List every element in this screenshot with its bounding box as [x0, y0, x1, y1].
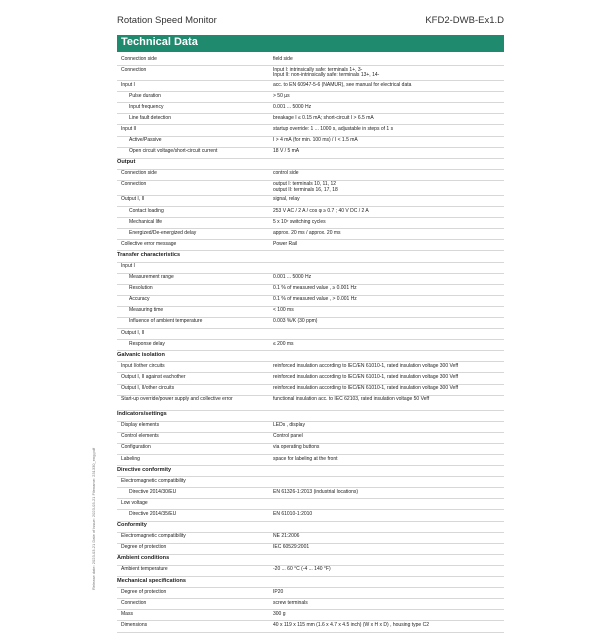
- spec-row: [117, 588, 504, 599]
- spec-label: Control elements: [121, 433, 159, 440]
- spec-label: Configuration: [121, 444, 151, 451]
- spec-row: [117, 263, 504, 274]
- spec-label: Directive 2014/35/EU: [129, 510, 177, 517]
- spec-value: 0.1 % of measured value , > 0.001 Hz: [273, 296, 357, 303]
- spec-row: [117, 92, 504, 103]
- spec-label: Transfer characteristics: [117, 251, 181, 258]
- spec-label: Conformity: [117, 522, 147, 529]
- spec-value: EN 61326-1:2013 (industrial locations): [273, 488, 359, 495]
- banner-title: Technical Data: [121, 36, 198, 48]
- spec-row: [117, 103, 504, 114]
- section-heading: [117, 466, 504, 477]
- spec-row: [117, 307, 504, 318]
- spec-label: Response delay: [129, 340, 165, 347]
- spec-label: Output I, II/other circuits: [121, 385, 175, 392]
- spec-row: [117, 181, 504, 196]
- spec-value: reinforced insulation according to IEC/EN 61010-1, rated insulation voltage 300 Veff: [273, 373, 459, 380]
- section-heading: [117, 159, 504, 170]
- spec-row: [117, 218, 504, 229]
- section-heading: [117, 522, 504, 533]
- spec-label: Low voltage: [121, 499, 148, 506]
- spec-label: Indicators/settings: [117, 411, 167, 418]
- spec-label: Influence of ambient temperature: [129, 318, 203, 325]
- section-banner: [117, 35, 504, 52]
- spec-value: NE 21:2006: [273, 533, 300, 540]
- spec-row: [117, 373, 504, 384]
- spec-value: Control panel: [273, 433, 303, 440]
- spec-value: field side: [273, 55, 293, 62]
- spec-value: ≤ 200 ms: [273, 340, 294, 347]
- spec-row: [117, 455, 504, 466]
- spec-label: Connection side: [121, 55, 157, 62]
- spec-value: -20 ... 60 °C (-4 ... 140 °F): [273, 566, 331, 573]
- spec-label: Electromagnetic compatibility: [121, 477, 186, 484]
- spec-row: [117, 114, 504, 125]
- product-name: Rotation Speed Monitor: [117, 15, 217, 26]
- spec-label: Resolution: [129, 285, 153, 292]
- spec-row: [117, 207, 504, 218]
- spec-label: Galvanic isolation: [117, 351, 165, 358]
- spec-table: [117, 55, 504, 633]
- spec-value: reinforced insulation according to IEC/EN 61010-1, rated insulation voltage 300 Veff: [273, 362, 459, 369]
- spec-row: [117, 340, 504, 351]
- spec-value: Input I: intrinsically safe: terminals 1+, 3- Input II: non-intrinsically safe: terminals 13+, 14-: [273, 66, 380, 79]
- spec-label: Dimensions: [121, 621, 148, 628]
- spec-label: Input frequency: [129, 103, 164, 110]
- spec-row: [117, 477, 504, 488]
- spec-value: startup override: 1 ... 1000 s, adjustable in steps of 1 s: [273, 125, 394, 132]
- spec-value: reinforced insulation according to IEC/EN 61010-1, rated insulation voltage 300 Veff: [273, 385, 459, 392]
- spec-value: > 50 µs: [273, 92, 290, 99]
- spec-row: [117, 362, 504, 373]
- model-number: KFD2-DWB-Ex1.D: [425, 15, 504, 26]
- spec-row: [117, 599, 504, 610]
- spec-row: [117, 55, 504, 66]
- spec-label: Display elements: [121, 422, 160, 429]
- spec-label: Mass: [121, 610, 133, 617]
- spec-label: Output: [117, 159, 136, 166]
- spec-row: [117, 422, 504, 433]
- spec-value: approx. 20 ms / approx. 20 ms: [273, 229, 341, 236]
- spec-row: [117, 533, 504, 544]
- spec-row: [117, 125, 504, 136]
- spec-label: Input II: [121, 125, 137, 132]
- spec-label: Measuring time: [129, 307, 164, 314]
- page-header: [117, 15, 504, 29]
- spec-row: [117, 81, 504, 92]
- spec-label: Directive conformity: [117, 466, 172, 473]
- spec-value: functional insulation acc. to IEC 62103, rated insulation voltage 50 Veff: [273, 396, 430, 403]
- spec-value: breakage I ≤ 0.15 mA; short-circuit I > 6.5 mA: [273, 114, 374, 121]
- spec-row: [117, 566, 504, 577]
- spec-value: control side: [273, 170, 299, 177]
- spec-label: Directive 2014/30/EU: [129, 488, 177, 495]
- spec-value: 0.001 ... 5000 Hz: [273, 274, 312, 281]
- spec-label: Input I/other circuits: [121, 362, 165, 369]
- spec-label: Measurement range: [129, 274, 174, 281]
- spec-row: [117, 170, 504, 181]
- spec-label: Pulse duration: [129, 92, 161, 99]
- spec-label: Output I, II: [121, 329, 145, 336]
- spec-row: [117, 240, 504, 251]
- spec-label: Start-up override/power supply and collective error: [121, 396, 233, 403]
- spec-label: Output I, II against eachother: [121, 373, 186, 380]
- spec-label: Electromagnetic compatibility: [121, 533, 186, 540]
- spec-row: [117, 229, 504, 240]
- spec-row: [117, 196, 504, 207]
- spec-value: EN 61010-1:2010: [273, 510, 313, 517]
- spec-value: 18 V / 5 mA: [273, 148, 300, 155]
- section-heading: [117, 555, 504, 566]
- spec-row: [117, 444, 504, 455]
- spec-row: [117, 544, 504, 555]
- spec-row: [117, 285, 504, 296]
- spec-value: 0.1 % of measured value , ≥ 0.001 Hz: [273, 285, 357, 292]
- spec-row: [117, 396, 504, 411]
- spec-label: Output I, II: [121, 196, 145, 203]
- spec-label: Connection: [121, 66, 147, 73]
- spec-label: Connection side: [121, 170, 157, 177]
- spec-row: [117, 488, 504, 499]
- spec-label: Ambient conditions: [117, 555, 170, 562]
- spec-value: space for labeling at the front: [273, 455, 338, 462]
- spec-label: Degree of protection: [121, 544, 167, 551]
- spec-row: [117, 66, 504, 81]
- spec-value: I > 4 mA (for min. 100 ms) / I < 1.5 mA: [273, 137, 358, 144]
- spec-label: Collective error message: [121, 240, 177, 247]
- spec-label: Ambient temperature: [121, 566, 168, 573]
- spec-label: Mechanical specifications: [117, 577, 187, 584]
- spec-label: Mechanical life: [129, 218, 163, 225]
- spec-label: Line fault detection: [129, 114, 171, 121]
- spec-value: acc. to EN 60947-5-6 (NAMUR), see manual for electrical data: [273, 81, 412, 88]
- spec-label: Degree of protection: [121, 588, 167, 595]
- spec-label: Open circuit voltage/short-circuit current: [129, 148, 218, 155]
- section-heading: [117, 351, 504, 362]
- spec-row: [117, 274, 504, 285]
- spec-row: [117, 137, 504, 148]
- spec-label: Input I: [121, 81, 135, 88]
- spec-value: 40 x 119 x 115 mm (1.6 x 4.7 x 4.5 inch) (W x H x D) , housing type C2: [273, 621, 429, 628]
- spec-value: LEDs , display: [273, 422, 305, 429]
- release-side-note: Release date: 2023-03-21 Date of issue: 2023-03-21 Filename: 231330_eng.pdf: [91, 447, 96, 590]
- spec-value: 0.001 ... 5000 Hz: [273, 103, 312, 110]
- spec-label: Active/Passive: [129, 137, 162, 144]
- spec-row: [117, 329, 504, 340]
- spec-row: [117, 385, 504, 396]
- spec-value: 300 g: [273, 610, 286, 617]
- spec-row: [117, 433, 504, 444]
- spec-value: 253 V AC / 2 A / cos φ ≥ 0.7 ; 40 V DC / 2 A: [273, 207, 369, 214]
- spec-row: [117, 499, 504, 510]
- spec-row: [117, 296, 504, 307]
- spec-row: [117, 148, 504, 159]
- spec-value: screw terminals: [273, 599, 308, 606]
- section-heading: [117, 251, 504, 262]
- spec-label: Input I: [121, 263, 135, 269]
- spec-label: Contact loading: [129, 207, 164, 214]
- spec-value: IEC 60529:2001: [273, 544, 310, 551]
- spec-row: [117, 621, 504, 632]
- spec-value: output I: terminals 10, 11, 12 output II: terminals 16, 17, 18: [273, 181, 338, 193]
- spec-label: Energized/De-energized delay: [129, 229, 197, 236]
- spec-row: [117, 318, 504, 329]
- spec-value: 0.003 %/K (30 ppm): [273, 318, 318, 325]
- spec-value: via operating buttons: [273, 444, 320, 451]
- section-heading: [117, 577, 504, 588]
- spec-row: [117, 610, 504, 621]
- spec-label: Labeling: [121, 455, 140, 462]
- spec-value: < 100 ms: [273, 307, 294, 314]
- spec-value: 5 x 10⁷ switching cycles: [273, 218, 326, 225]
- spec-label: Connection: [121, 181, 147, 188]
- section-heading: [117, 411, 504, 422]
- spec-label: Connection: [121, 599, 147, 606]
- spec-row: [117, 510, 504, 521]
- spec-value: signal, relay: [273, 196, 300, 203]
- spec-label: Accuracy: [129, 296, 150, 303]
- spec-value: Power Rail: [273, 240, 298, 247]
- spec-value: IP20: [273, 588, 284, 595]
